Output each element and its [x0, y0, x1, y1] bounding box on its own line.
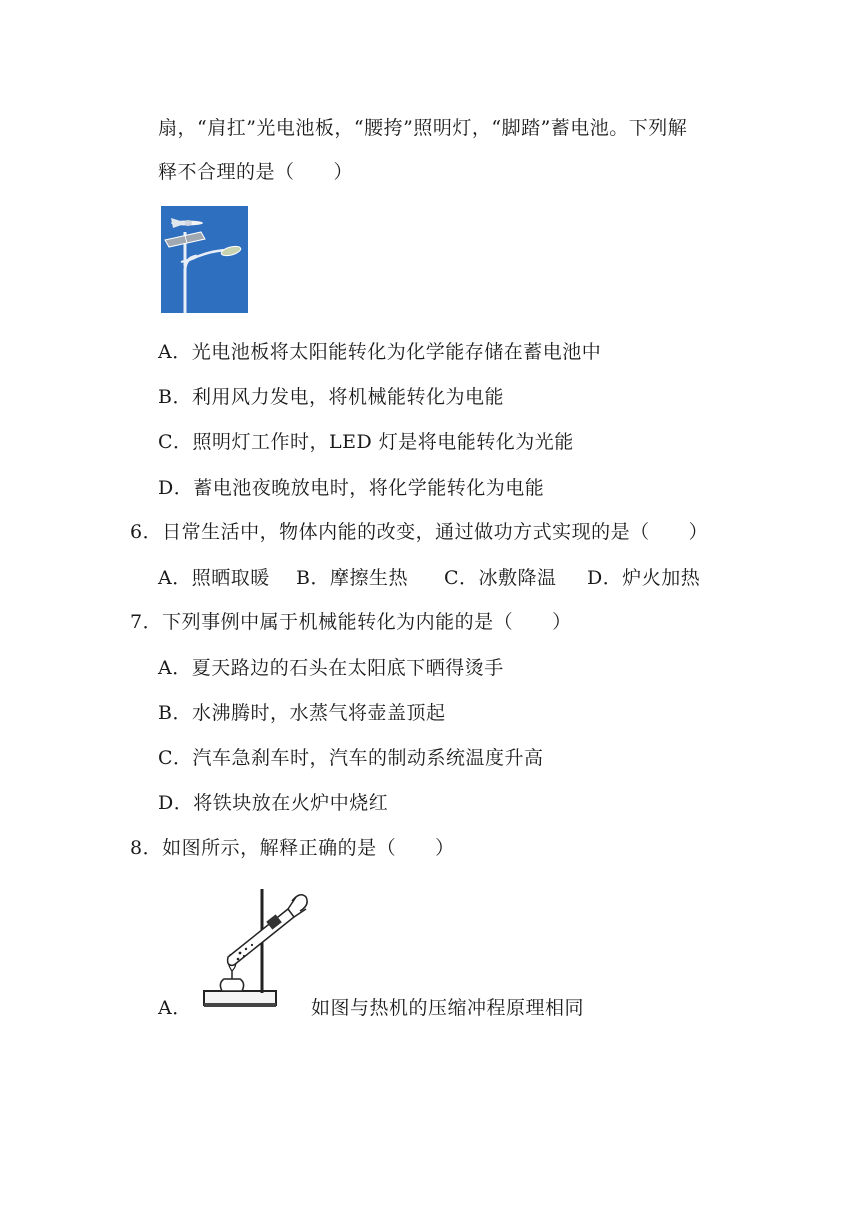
q8-option-a-text: 如图与热机的压缩冲程原理相同: [311, 997, 585, 1019]
test-tube-icon: [228, 895, 308, 966]
q7-option-c: C．汽车急刹车时，汽车的制动系统温度升高: [158, 747, 544, 769]
q5-option-d: D．蓄电池夜晚放电时，将化学能转化为电能: [158, 477, 545, 499]
q6-option-b: B．摩擦生热: [296, 567, 408, 589]
q8-stem: 8．如图所示，解释正确的是（ ）: [130, 837, 455, 859]
q5-option-c: C．照明灯工作时，LED 灯是将电能转化为光能: [158, 431, 574, 453]
q7-option-d: D．将铁块放在火炉中烧红: [158, 792, 389, 814]
q6-options: [158, 566, 700, 590]
q7-stem: 7．下列事例中属于机械能转化为内能的是（ ）: [130, 611, 572, 633]
test-tube-apparatus-figure: [200, 887, 310, 1012]
q7-option-b: B．水沸腾时，水蒸气将壶盖顶起: [158, 702, 446, 724]
q5-option-a: A．光电池板将太阳能转化为化学能存储在蓄电池中: [158, 341, 602, 363]
q7-option-a: A．夏天路边的石头在太阳底下晒得烫手: [158, 657, 504, 679]
intro-line-2: 释不合理的是（ ）: [158, 161, 354, 183]
q5-option-b: B．利用风力发电，将机械能转化为电能: [158, 386, 504, 408]
streetlight-figure: [161, 206, 248, 313]
q6-option-c: C．冰敷降温: [444, 567, 557, 589]
q8-option-a-label: A．: [158, 997, 192, 1019]
q6-option-a: A．照晒取暖: [158, 567, 270, 589]
intro-line-1: 扇，“肩扛”光电池板，“腰挎”照明灯，“脚踏”蓄电池。下列解: [158, 117, 688, 139]
q6-stem: 6．日常生活中，物体内能的改变，通过做功方式实现的是（ ）: [130, 521, 709, 543]
q6-option-d: D．炉火加热: [587, 567, 701, 589]
